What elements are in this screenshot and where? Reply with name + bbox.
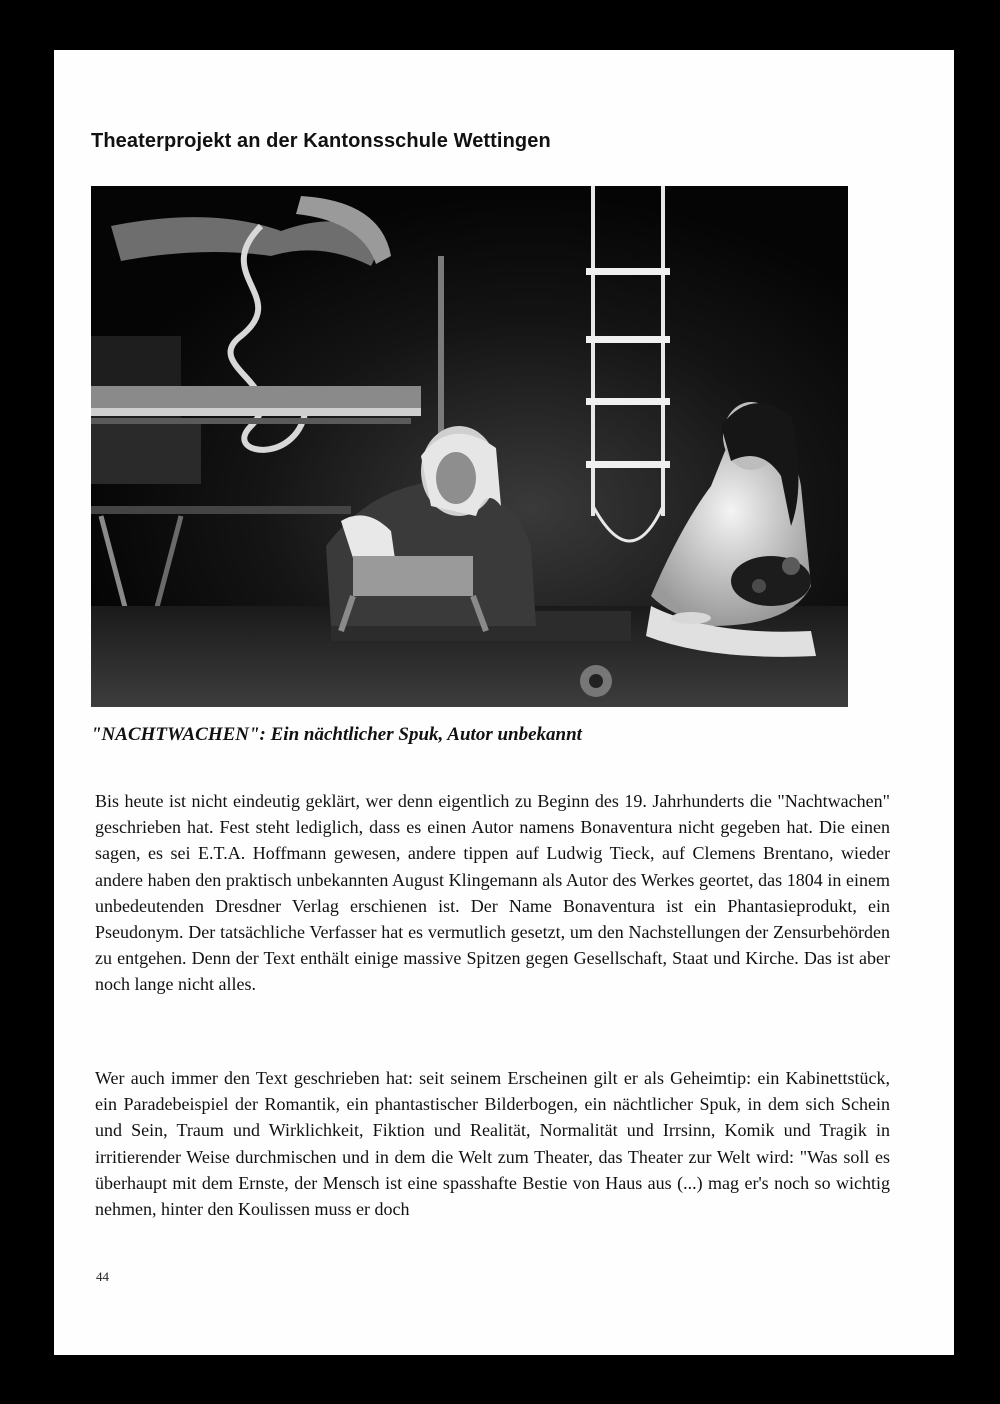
- page-number: 44: [96, 1269, 109, 1284]
- page-heading: Theaterprojekt an der Kantonsschule Wettingen: [91, 130, 551, 152]
- photo-caption: "NACHTWACHEN": Ein nächtlicher Spuk, Autor unbekannt: [91, 724, 582, 745]
- body-paragraph-2: Wer auch immer den Text geschrieben hat: seit seinem Erscheinen gilt er als Geheimtip: ein Kabinettstück, ein Paradebeispiel der Romantik, ein phantastischer Bilderbogen, ein nächtlicher Spuk, in dem sich Schein und Sein, Traum und Wirklichkeit, Fiktion und Realität, Normalität und Irrsinn, Komik und Tragik in irritierender Weise durchmischen und in dem die Welt zum Theater, das Theater zur Welt wird: "Was soll es überhaupt mit dem Ernste, der Mensch ist eine spasshafte Bestie von Haus aus (...) mag er's noch so wichtig nehmen, hinter den Koulissen muss er doch: [95, 1068, 890, 1220]
- stage-photo: [91, 186, 848, 707]
- stage-photo-illustration: [91, 186, 848, 707]
- body-paragraph-1: Bis heute ist nicht eindeutig geklärt, wer denn eigentlich zu Beginn des 19. Jahrhunderts die "Nachtwachen" geschrieben hat. Fest steht lediglich, dass es einen Autor namens Bonaventura nicht gegeben hat. Die einen sagen, es sei E.T.A. Hoffmann gewesen, andere tippen auf Ludwig Tieck, auf Clemens Brentano, wieder andere haben den praktisch unbekannten August Klingemann als Autor des Werkes geortet, das 1804 in einem unbedeutenden Dresdner Verlag erschienen ist. Der Name Bonaventura ist ein Phantasieprodukt, ein Pseudonym. Der tatsächliche Verfasser hat es vermutlich gesetzt, um den Nachstellungen der Zensurbehörden zu entgehen. Denn der Text enthält einige massive Spitzen gegen Gesellschaft, Staat und Kirche. Das ist aber noch lange nicht alles.: [95, 791, 890, 995]
- document-page: [54, 50, 954, 1355]
